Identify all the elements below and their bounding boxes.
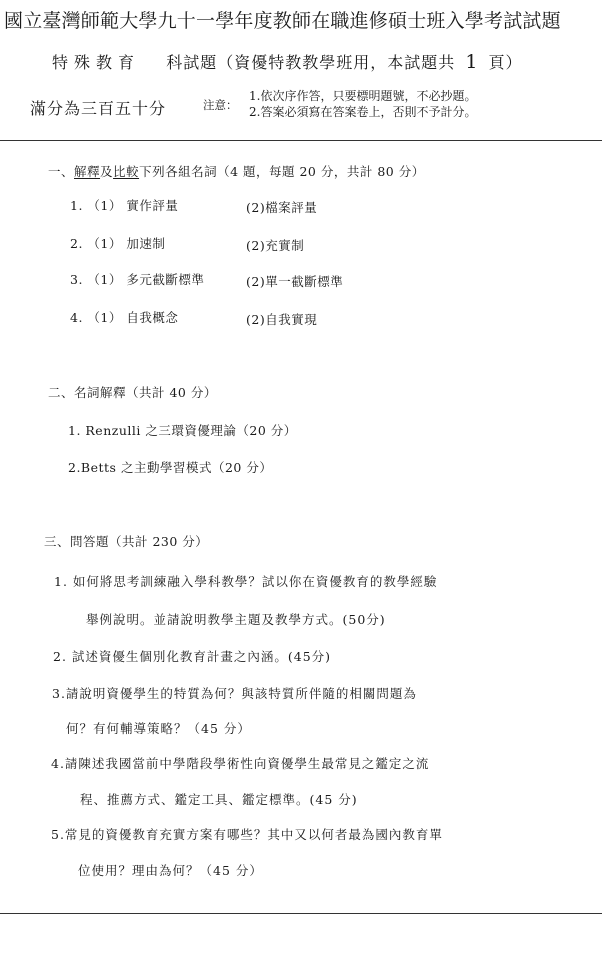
s3-line: 2. 試述資優生個別化教育計畫之內涵。(45分)	[53, 649, 332, 664]
s1-item-b: (2)自我實現	[246, 312, 318, 327]
s3-line: 位使用？理由為何？（45 分）	[78, 863, 263, 878]
exam-title: 國立臺灣師範大學九十一學年度教師在職進修碩士班入學考試試題	[4, 10, 561, 32]
page-count: 1	[465, 51, 479, 73]
s3-line: 何？有何輔導策略？（45 分）	[66, 721, 251, 736]
s1-item-a: 3. （1） 多元截斷標準	[70, 272, 205, 287]
s1-item-a: 2. （1） 加速制	[70, 236, 166, 251]
s3-line: 3.請說明資優學生的特質為何？與該特質所伴隨的相關問題為	[52, 686, 417, 701]
note-item: 2.答案必須寫在答案卷上，否則不予計分。	[249, 105, 477, 119]
s1-item-a: 4. （1） 自我概念	[70, 310, 179, 325]
s1-item-b: (2)檔案評量	[246, 200, 318, 215]
s1-item-a: 1. （1） 實作評量	[70, 198, 179, 213]
s2-item: 1. Renzulli 之三環資優理論（20 分）	[68, 423, 297, 438]
subject-name: 特殊教育	[52, 53, 141, 72]
section2-heading: 二、名詞解釋（共計 40 分）	[48, 385, 217, 400]
s3-line: 1. 如何將思考訓練融入學科教學？試以你在資優教育的教學經驗	[54, 574, 438, 589]
page-unit: 頁）	[488, 53, 523, 72]
paper-label: 科試題（資優特教教學班用，本試題共	[166, 53, 456, 72]
section3-heading: 三、問答題（共計 230 分）	[44, 534, 209, 549]
full-score: 滿分為三百五十分	[30, 99, 167, 118]
note-label: 注意：	[203, 98, 238, 112]
s1-item-b: (2)充實制	[246, 238, 305, 253]
exam-subtitle	[52, 50, 523, 73]
note-item: 1.依次序作答，只要標明題號，不必抄題。	[249, 89, 477, 103]
bottom-divider	[0, 913, 602, 914]
s3-line: 4.請陳述我國當前中學階段學術性向資優學生最常見之鑑定之流	[51, 756, 430, 771]
s2-item: 2.Betts 之主動學習模式（20 分）	[68, 460, 273, 475]
notes	[249, 88, 476, 120]
s1-item-b: (2)單一截斷標準	[246, 274, 344, 289]
s3-line: 舉例說明。並請說明教學主題及教學方式。(50分)	[86, 612, 386, 627]
top-divider	[0, 140, 602, 141]
section1-heading: 一、解釋及比較下列各組名詞（4 題，每題 20 分，共計 80 分）	[48, 164, 425, 179]
s3-line: 5.常見的資優教育充實方案有哪些？其中又以何者最為國內教育單	[51, 827, 443, 842]
s3-line: 程、推薦方式、鑑定工具、鑑定標準。(45 分)	[80, 792, 358, 807]
